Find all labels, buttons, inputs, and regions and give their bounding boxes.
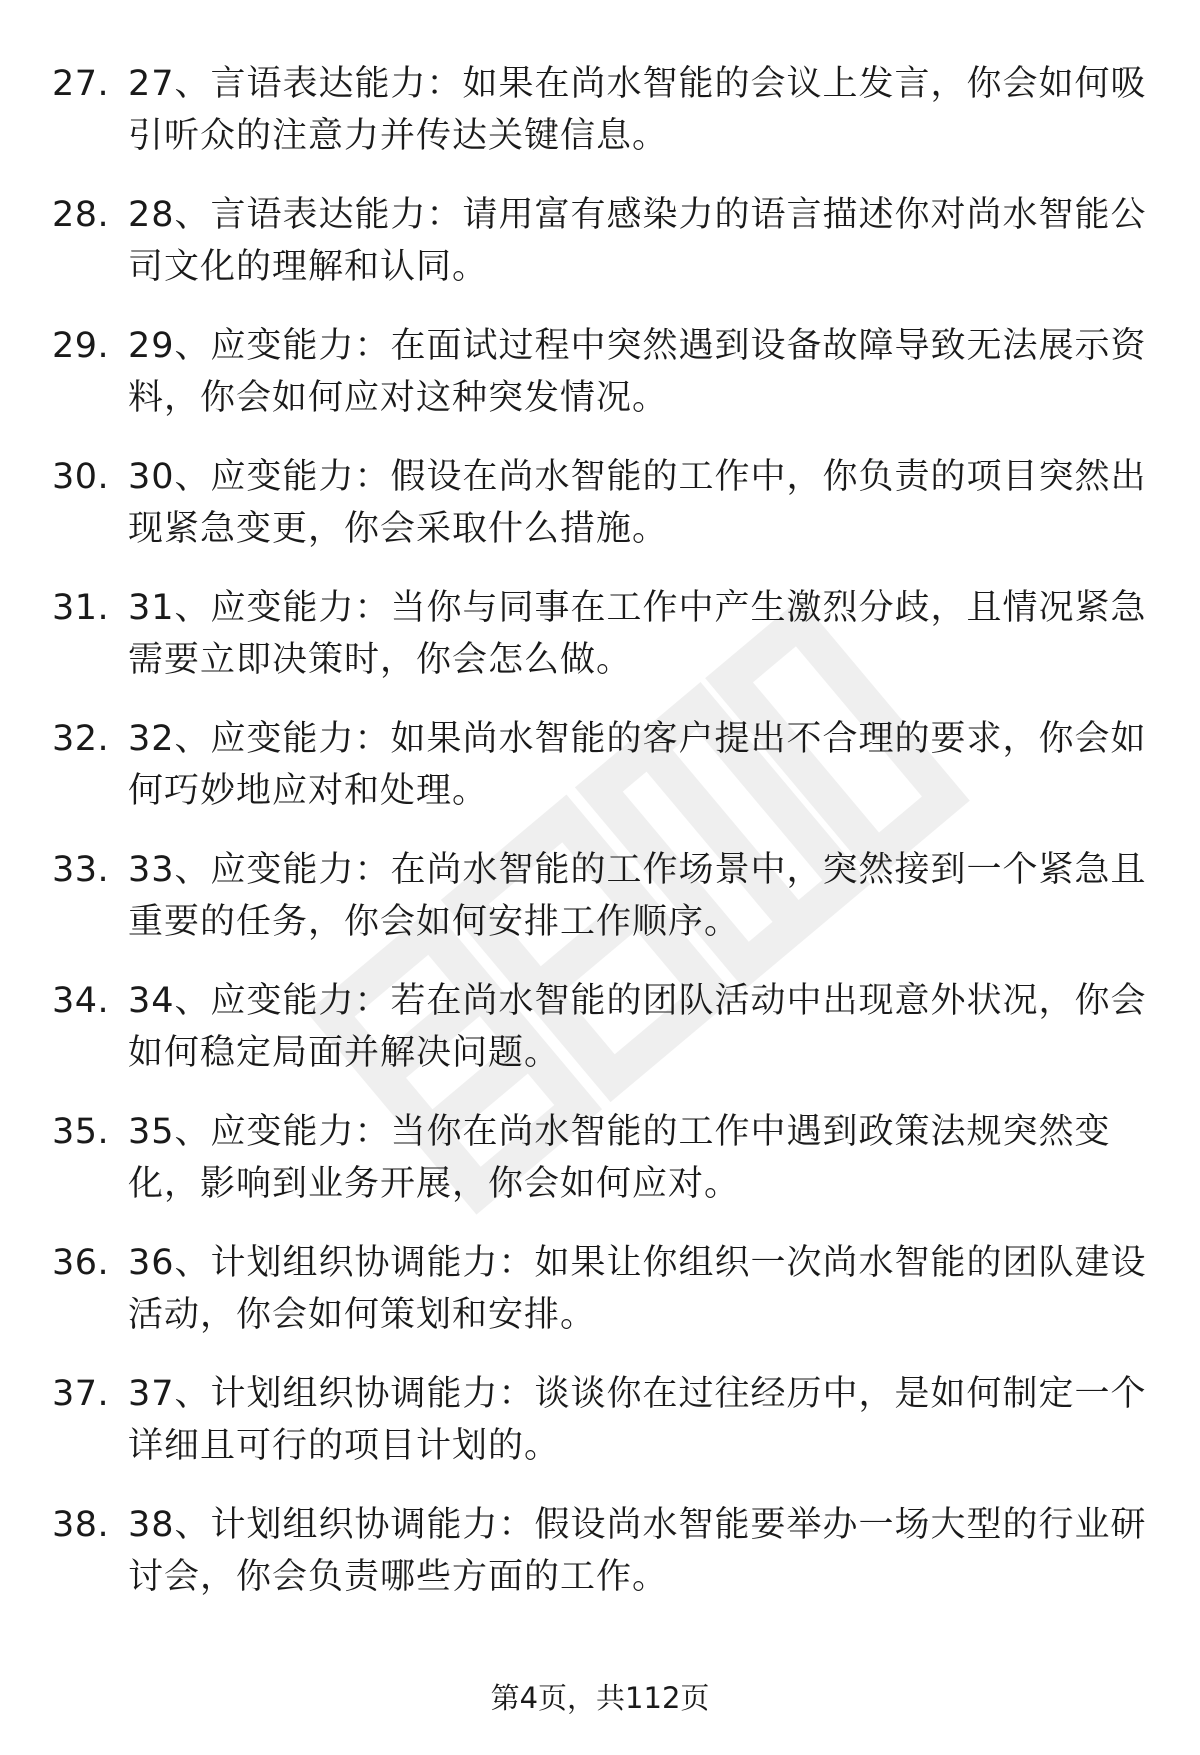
question-text: 30、应变能力：假设在尚水智能的工作中，你负责的项目突然出现紧急变更，你会采取什么措施。	[128, 457, 1147, 549]
question-text: 32、应变能力：如果尚水智能的客户提出不合理的要求，你会如何巧妙地应对和处理。	[128, 719, 1147, 811]
question-item	[0, 574, 1200, 705]
question-number: 31.	[52, 588, 110, 628]
question-text: 27、言语表达能力：如果在尚水智能的会议上发言，你会如何吸引听众的注意力并传达关键信息。	[128, 64, 1147, 156]
question-item	[0, 1491, 1200, 1622]
question-number: 32.	[52, 719, 110, 759]
question-number: 33.	[52, 850, 110, 890]
question-item	[0, 50, 1200, 181]
question-number: 27.	[52, 64, 110, 104]
question-number: 34.	[52, 981, 110, 1021]
question-text: 31、应变能力：当你与同事在工作中产生激烈分歧，且情况紧急需要立即决策时，你会怎么做。	[128, 588, 1147, 680]
question-item	[0, 967, 1200, 1098]
question-item	[0, 312, 1200, 443]
question-item	[0, 836, 1200, 967]
question-number: 29.	[52, 326, 110, 366]
question-number: 36.	[52, 1243, 110, 1283]
question-number: 28.	[52, 195, 110, 235]
question-text: 29、应变能力：在面试过程中突然遇到设备故障导致无法展示资料，你会如何应对这种突发情况。	[128, 326, 1147, 418]
question-item	[0, 705, 1200, 836]
question-item	[0, 181, 1200, 312]
question-item	[0, 443, 1200, 574]
question-number: 30.	[52, 457, 110, 497]
question-list	[0, 50, 1200, 1622]
question-text: 36、计划组织协调能力：如果让你组织一次尚水智能的团队建设活动，你会如何策划和安排。	[128, 1243, 1147, 1335]
question-text: 38、计划组织协调能力：假设尚水智能要举办一场大型的行业研讨会，你会负责哪些方面的工作。	[128, 1505, 1147, 1597]
question-text: 33、应变能力：在尚水智能的工作场景中，突然接到一个紧急且重要的任务，你会如何安排工作顺序。	[128, 850, 1147, 942]
question-text: 34、应变能力：若在尚水智能的团队活动中出现意外状况，你会如何稳定局面并解决问题。	[128, 981, 1147, 1073]
question-item	[0, 1229, 1200, 1360]
question-text: 28、言语表达能力：请用富有感染力的语言描述你对尚水智能公司文化的理解和认同。	[128, 195, 1147, 287]
question-number: 37.	[52, 1374, 110, 1414]
page-number: 第4页，共112页	[490, 1681, 710, 1715]
question-number: 38.	[52, 1505, 110, 1545]
question-number: 35.	[52, 1112, 110, 1152]
question-text: 35、应变能力：当你在尚水智能的工作中遇到政策法规突然变化，影响到业务开展，你会如何应对。	[128, 1112, 1111, 1204]
question-item	[0, 1360, 1200, 1491]
question-text: 37、计划组织协调能力：谈谈你在过往经历中，是如何制定一个详细且可行的项目计划的。	[128, 1374, 1147, 1466]
question-item	[0, 1098, 1200, 1229]
